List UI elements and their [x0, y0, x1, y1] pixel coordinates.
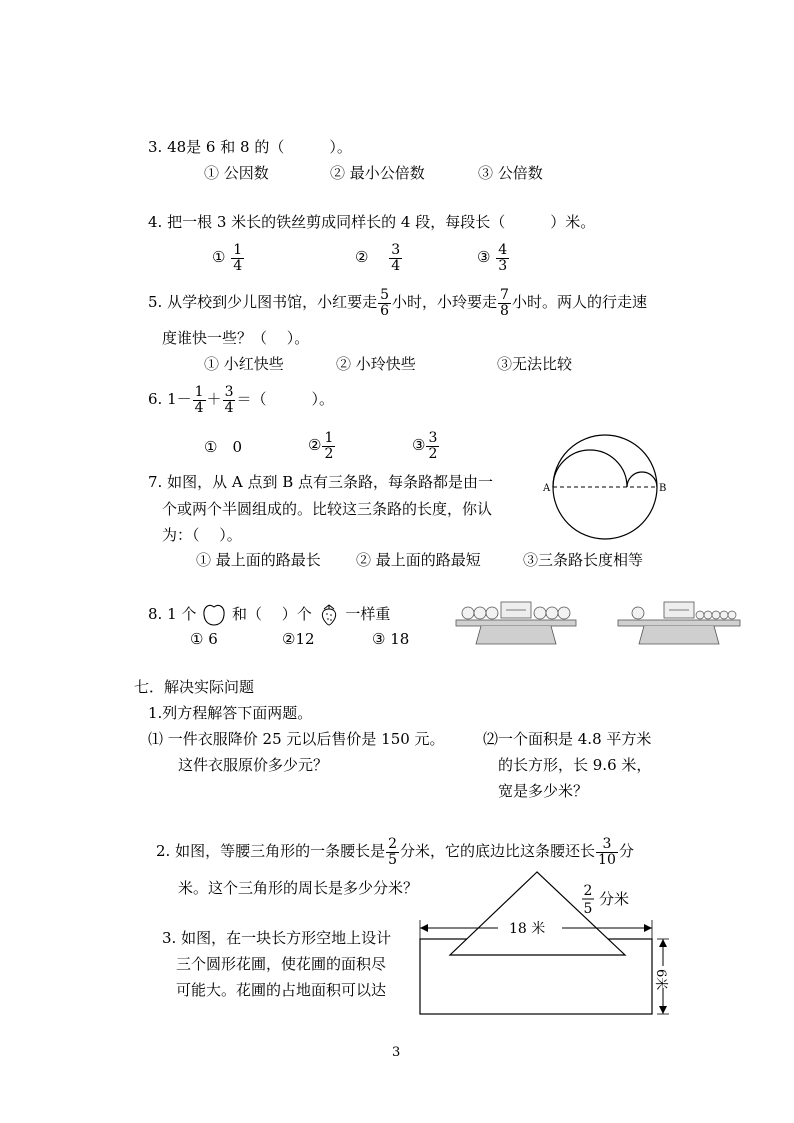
page-number: 3: [392, 1045, 401, 1060]
q7-option-2: ② 最上面的路最短: [356, 551, 481, 569]
q5-stem-line2: 度谁快一些？（ ）。: [162, 329, 310, 347]
fraction: $\frac{3}{10}$: [598, 835, 616, 868]
problem-2-line2: 的长方形，长 9.6 米，: [498, 756, 652, 774]
top-semicircle-path: [553, 435, 657, 487]
fraction: $\frac{3}{4}$: [391, 241, 401, 274]
q8-option-1: ① 6: [190, 630, 218, 648]
fraction: $\frac{3}{2}$: [428, 429, 438, 462]
q4-option-1: ① $\frac{1}{4}$: [212, 241, 243, 274]
q5-stem-line1: 5. 从学校到少儿图书馆，小红要走 $\frac{5}{6}$ 小时，小玲要走 $\frac{7}{8}$ 小时。两人的行走速: [148, 286, 647, 319]
isosceles-triangle: [450, 872, 625, 955]
section-7-title: 七．解决实际问题: [134, 678, 255, 696]
peach-icon: [201, 603, 227, 627]
strawberry-icon: [317, 603, 341, 627]
q7-option-3: ③三条路长度相等: [523, 551, 644, 569]
q4-stem: 4. 把一根 3 米长的铁丝剪成同样长的 4 段，每段长（ ）米。: [148, 213, 596, 231]
q7-stem-line3: 为：（ ）。: [162, 526, 242, 544]
right-small-semicircle-path: [627, 472, 657, 487]
problem-2-line3: 宽是多少米？: [498, 782, 589, 800]
fraction: $\frac{1}{4}$: [194, 383, 204, 416]
q2-stem-line2: 米。这个三角形的周长是多少分米？: [178, 879, 419, 897]
width-arrow-left: [420, 924, 428, 932]
q5-option-2: ② 小玲快些: [336, 355, 416, 373]
problem-2-line1: ⑵一个面积是 4.8 平方米: [483, 730, 652, 748]
q3b-stem-line2: 三个圆形花圃，使花圃的面积尽: [176, 955, 387, 973]
q3b-stem-line3: 可能大。花圃的占地面积可以达: [176, 981, 387, 999]
q6-stem: 6. 1－ $\frac{1}{4}$ ＋ $\frac{3}{4}$ ＝（ ）。: [148, 383, 334, 416]
leg-label-unit: 分米: [599, 890, 630, 908]
q3-stem: 3. 48是 6 和 8 的（ ）。: [148, 138, 352, 156]
q3-option-2: ② 最小公倍数: [330, 164, 425, 182]
fraction: $\frac{4}{3}$: [498, 241, 508, 274]
q2-stem-line1: 2. 如图，等腰三角形的一条腰长是 $\frac{2}{5}$ 分米，它的底边比这条腰还长 $\frac{3}{10}$ 分: [156, 835, 634, 868]
q5-option-1: ① 小红快些: [204, 355, 284, 373]
balance-scale-1-icon: [456, 598, 576, 650]
balance-scale-2-icon: [618, 598, 740, 650]
q4-option-2: ② $\frac{3}{4}$: [355, 241, 401, 274]
point-b-label: B: [659, 483, 667, 494]
fraction: $\frac{1}{4}$: [233, 241, 243, 274]
q6-option-2: ② $\frac{1}{2}$: [308, 429, 334, 462]
q8-option-3: ③ 18: [372, 630, 410, 648]
semicircle-paths-figure: [540, 428, 670, 556]
leg-label-num: 2: [583, 883, 593, 899]
height-arrow-bottom: [659, 1006, 667, 1014]
fraction: $\frac{5}{6}$: [380, 286, 390, 319]
height-arrow-top: [659, 939, 667, 947]
q3-option-1: ① 公因数: [204, 164, 269, 182]
q4-option-3: ③ $\frac{4}{3}$: [477, 241, 508, 274]
fraction: $\frac{1}{2}$: [324, 429, 334, 462]
fraction: $\frac{3}{4}$: [224, 383, 234, 416]
q6-option-3: ③ $\frac{3}{2}$: [412, 429, 438, 462]
problem-1-line1: ⑴ 一件衣服降价 25 元以后售价是 150 元。: [148, 730, 445, 748]
fraction: $\frac{2}{5}$: [388, 835, 398, 868]
point-a-label: A: [543, 483, 551, 494]
width-label: 18 米: [509, 921, 546, 937]
q8-option-2: ②12: [282, 630, 315, 648]
q6-option-1: ① 0: [204, 438, 242, 456]
leg-label-den: 5: [583, 901, 593, 917]
section-7-sub1: 1.列方程解答下面两题。: [148, 704, 313, 722]
q3-option-3: ③ 公倍数: [478, 164, 543, 182]
triangle-rectangle-figure: [410, 862, 670, 1022]
problem-1-line2: 这件衣服原价多少元？: [178, 756, 329, 774]
q5-option-3: ③无法比较: [497, 355, 573, 373]
fraction: $\frac{7}{8}$: [500, 286, 509, 319]
q3b-stem-line1: 3. 如图，在一块长方形空地上设计: [162, 929, 392, 947]
q7-stem-line2: 个或两个半圆组成的。比较这三条路的长度，你认: [162, 500, 493, 518]
width-arrow-right: [644, 924, 652, 932]
bottom-semicircle-path: [553, 487, 657, 539]
q8-stem: 8. 1 个 和（ ）个 一样重: [148, 603, 390, 627]
height-label: 6米: [653, 969, 668, 991]
q7-option-1: ① 最上面的路最长: [196, 551, 321, 569]
q7-stem-line1: 7. 如图，从 A 点到 B 点有三条路，每条路都是由一: [148, 473, 494, 491]
